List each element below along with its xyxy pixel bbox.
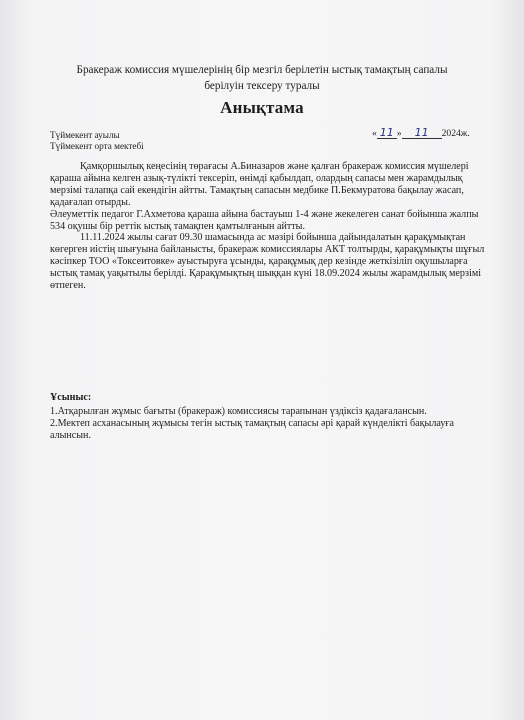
date-day-handwritten: 11 [377, 127, 397, 139]
proposal-section [50, 392, 490, 442]
document-heading: Анықтама [220, 98, 304, 117]
proposal-heading: Ұсыныс: [50, 392, 92, 403]
document-title [40, 62, 484, 94]
title-line-2: берілуін тексеру туралы [204, 80, 320, 92]
date-open-quote: « [372, 128, 377, 139]
paragraph-inspection: Қамқоршылық кеңесінің төрағасы А.Биназаров және қалған бракераж комиссия мүшелері қараша айына келген азық-түлікті тексеріп, өнімді қабылдап, олардың сапасы мен жарамдылық мерзімі талапқа сай екендігін айтты. Тамақтың сапасын медбике П.Бекмуратова бақылау жасап, қадағалап отырды. [50, 161, 469, 208]
date-month-handwritten: 11 [402, 127, 442, 139]
date-close-quote: » [396, 128, 402, 139]
location-village: Түймекент ауылы [50, 130, 120, 140]
paragraph-buckwheat-incident: 11.11.2024 жылы сағат 09.30 шамасында ас мәзірі бойынша дайындалатын қарақұмықтан көгерген иістің шығуына байланысты, бракераж комиссиялары АКТ толтырды, қарақұмықты шұғыл кәсіпкер ТОО «Токсеитовке» ауыстыруға ұсынды, қарақұмық дер кезінде жеткізіліп оқушыларға ыстық тамақ уақытылы берілді. Қарақұмықтың шыққан күні 18.09.2024 жылы жарамдылық мерзімі өтпеген. [50, 232, 485, 292]
date-year: 2024ж. [441, 128, 470, 139]
proposal-item-1: 1.Атқарылған жұмыс бағыты (бракераж) комиссиясы тарапынан үздіксіз қадағалансын. [50, 406, 427, 417]
document-date [372, 127, 470, 139]
location-school: Түймекент орта мектебі [50, 141, 144, 151]
proposal-item-2: 2.Мектеп асханасының жұмысы тегін ыстық тамақтың сапасы әрі қарай күнделікті бақылауға алынсын. [50, 418, 455, 441]
title-line-1: Бракераж комиссия мүшелерінің бір мезгіл берілетін ыстық тамақтың сапалы [76, 64, 448, 76]
paragraph-social-pedagogue: Әлеуметтік педагог Г.Ахметова қараша айына бастауыш 1-4 және жекелеген санат бойынша жалпы 534 оқушы бір реттік ыстық тамақпен қамтылғанын айтты. [50, 208, 479, 232]
document-body [50, 161, 490, 292]
